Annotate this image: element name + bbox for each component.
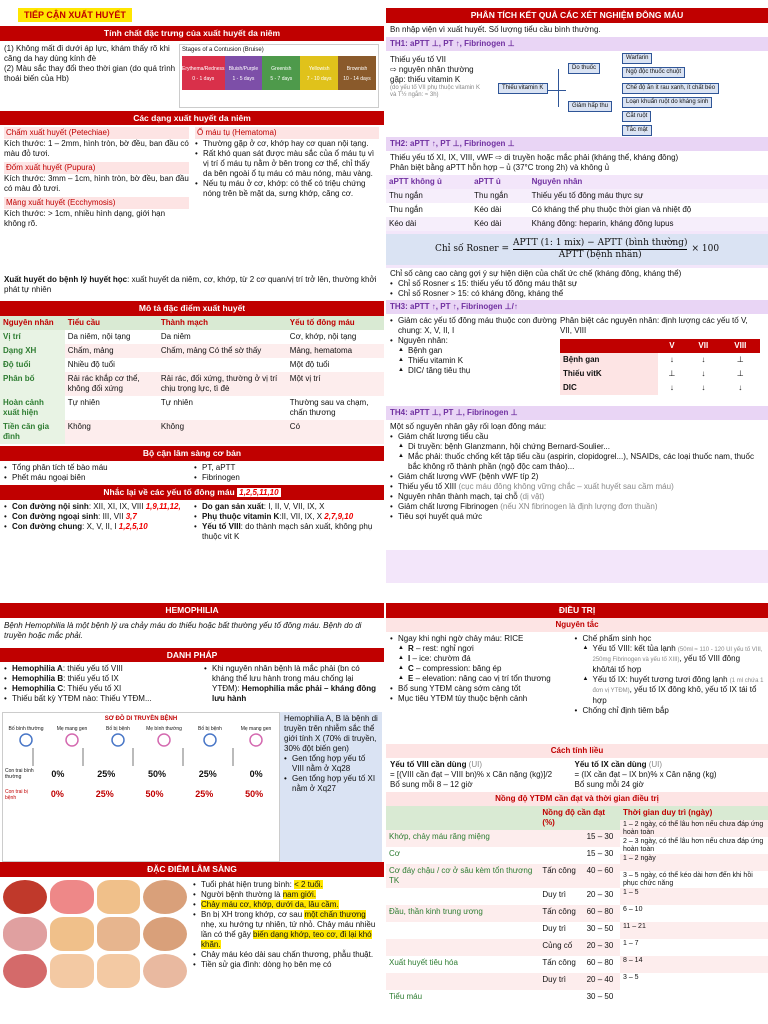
bleed-hematology-note: Xuất huyết do bệnh lý huyết học: xuất huyết da niêm, cơ, khớp, từ 2 cơ quan/vị trí trở lên, thường khởi phát tự nhiên bbox=[4, 275, 377, 295]
table-row: Thiếu vitK ⊥ ↓ ⊥ bbox=[560, 367, 760, 381]
principle-item: • Ngay khi nghi ngờ chảy máu: RICE bbox=[390, 634, 575, 644]
bruise-stages-figure bbox=[179, 44, 379, 108]
brain-illustration bbox=[3, 917, 47, 951]
factor-level-table: V VII VIII Bệnh gan ↓ ↓ ⊥ Thiếu vitK ⊥ ↓ ⊥ DIC ↓ ↓ ↓ bbox=[560, 339, 760, 395]
table-row: Thu ngắn Thu ngắn Thiếu yếu tố đông máu thực sự bbox=[386, 189, 768, 203]
th3-sub: ▲ Bệnh gan bbox=[390, 346, 560, 356]
table-row: Cơ 15 – 30 bbox=[389, 848, 614, 858]
duration-cell: 1 – 2 ngày bbox=[620, 854, 768, 871]
pathway-item: • Con đường ngoại sinh: III, VII 3,7 bbox=[4, 512, 194, 522]
kidney-illustration bbox=[3, 880, 47, 914]
handwritten-note: 1,2,5,11,10 bbox=[239, 487, 279, 497]
inheritance-percent: 0% bbox=[51, 768, 65, 779]
dose-viii: Yếu tố VIII cần dùng (UI) = [(VIII cần đạt – VIII bn)% x Cân nặng (kg)]/2 Bổ sung mỗi 8 – 12 giờ bbox=[390, 759, 553, 789]
lab-item: • Tổng phân tích tế bào máu bbox=[4, 463, 194, 473]
parent-label: Bố bình thường bbox=[8, 725, 44, 732]
text-p1: (1) Không mất đi dưới áp lực, khám thấy rõ khi căng da hay dùng kính đè bbox=[4, 43, 170, 63]
hematoma-item: • Thường gặp ở cơ, khớp hay cơ quan nội tạng. bbox=[195, 139, 379, 149]
table-row: Dạng XH Chấm, mảng Chấm, mảng Có thể sờ thấy Mảng, hematoma bbox=[0, 344, 384, 358]
dose-ix: Yếu tố IX cần dùng (UI) = (IX cần đạt – IX bn)% x Cân nặng (kg) Bổ sung mỗi 24 giờ bbox=[574, 759, 717, 789]
rosner-text: Chỉ số càng cao càng gợi ý sự hiện diện của chất ức chế (kháng đông, kháng thể) bbox=[390, 269, 682, 279]
inheritance-percent: 50% bbox=[245, 789, 264, 800]
table-row: Kéo dài Kéo dài Kháng đông: heparin, kháng đông lupus bbox=[386, 217, 768, 231]
stomach-illustration bbox=[3, 954, 47, 988]
th4-item: • Giảm chất lượng vWF (bệnh vWF típ 2) bbox=[390, 472, 764, 482]
panel-hemophilia bbox=[0, 603, 384, 1024]
type-item: • Hemophilia B: thiếu yếu tố IX bbox=[4, 674, 204, 684]
inheritance-lines bbox=[3, 732, 279, 768]
table-row: Phân bố Rải rác khắp cơ thể, không đối xứng Rải rác, đối xứng, thường ở vị trí chịu trọng lực, tì đè Một vị trí bbox=[0, 372, 384, 396]
table-row: Duy trì 30 – 50 bbox=[542, 923, 614, 933]
th4-item: • Nguyên nhân thành mạch, tại chỗ (dị vật) bbox=[390, 492, 764, 502]
table-row: Tiểu máu 30 – 50 bbox=[389, 991, 614, 1001]
mix-test-table: aPTT không ủ aPTT ủ Nguyên nhân Thu ngắn Thu ngắn Thiếu yếu tố đông máu thực sự Thu ngắn Kéo dài Có kháng thể phụ thuộc thời gian và nhiệt độ Kéo dài Kéo dài Kháng đông: heparin, kháng đông lupus bbox=[386, 175, 768, 231]
duration-cell: 6 – 10 bbox=[623, 905, 643, 913]
vitamin-k-diagram: Thiếu yếu tố VII ⇨ nguyên nhân thường gặp: thiếu vitamin K (do yếu tố VII phụ thuộc vitamin K và T½ ngắn: ≈ 3h) Thiếu vitamin K Do thuốc Giảm hấp thu Warfarin Ngộ độc thuốc chuột Chế độ ăn ít rau xanh, ít chất béo Loạn khuẩn ruột do kháng sinh Cắt ruột Tắc mật bbox=[386, 51, 768, 137]
table-row: Độ tuổi Nhiều độ tuổi Một độ tuổi bbox=[0, 358, 384, 372]
rice-item: ▲ R – rest: nghỉ ngơi bbox=[390, 644, 575, 654]
duration-cell: 3 – 5 ngày, có thể kéo dài hơn đến khi hồi phục chức năng bbox=[623, 871, 753, 888]
rosner-item: • Chỉ số Rosner ≤ 15: thiếu yếu tố đông máu thật sự bbox=[390, 279, 764, 289]
petechiae-heading: Chấm xuất huyết (Petechiae) bbox=[4, 127, 189, 139]
th3-sub: ▲ Thiếu vitamin K bbox=[390, 356, 560, 366]
inheritance-percent: 25% bbox=[195, 789, 214, 800]
factor-item: • Do gan sản xuất: I, II, V, VII, IX, X bbox=[194, 502, 379, 512]
biologic-sub: ▲ Yếu tố VIII: kết tủa lạnh (50ml ≈ 110 - 120 UI yếu tố VIII, 250mg Fibrinogen và yếu tố XIII), yếu tố VIII đông khô/tái tổ hợp bbox=[575, 644, 765, 675]
th2-text: Thiếu yếu tố XI, IX, VIII, vWF ⇨ di truyền hoặc mắc phải (kháng thể, kháng đông) bbox=[390, 152, 679, 162]
th4-item: • Thiếu yếu tố XIII (cục máu đông không vững chắc – xuất huyết sau cầm máu) bbox=[390, 482, 764, 492]
section-dosing: Cách tính liều bbox=[386, 744, 768, 758]
duration-cell: 1 – 5 bbox=[620, 888, 768, 905]
section-title-mucosal: Tính chất đặc trưng của xuất huyết da niêm bbox=[0, 26, 384, 41]
table-row: Bệnh gan ↓ ↓ ⊥ bbox=[560, 353, 760, 367]
clinical-item: • Chảy máu kéo dài sau chấn thương, phẫu thuật. bbox=[193, 950, 377, 960]
th4-sub: ▲ Mắc phải: thuốc chống kết tập tiểu cầu (aspirin, clopidogrel...), NSAIDs, các loại thuốc nam, thuốc bắc không rõ thành phần (ngộ độc cam thảo)... bbox=[390, 452, 764, 472]
panel-approach-bleeding bbox=[0, 8, 384, 583]
panel-treatment bbox=[386, 603, 768, 1024]
acquired-item: • Khi nguyên nhân bệnh là mắc phải (bn có kháng thể lưu hành trong máu chống lại YTĐM): Hemophilia mắc phải – kháng đông lưu hành bbox=[204, 664, 379, 704]
lab-item: • Fibrinogen bbox=[194, 473, 240, 483]
duration-header: Thời gian duy trì (ngày) bbox=[620, 806, 768, 820]
th4-item: • Giảm chất lượng Fibrinogen (nếu XN fibrinogen là định lượng đơn thuần) bbox=[390, 502, 764, 512]
purpura-heading: Đốm xuất huyết (Pupura) bbox=[4, 162, 189, 174]
section-title-factors: Nhắc lại về các yếu tố đông máu 1,2,5,11,10 bbox=[0, 485, 384, 500]
table-row: Thu ngắn Kéo dài Có kháng thể phụ thuộc thời gian và nhiệt độ bbox=[386, 203, 768, 217]
bruise-stage: Bluish/Purple 1 - 5 days bbox=[225, 56, 263, 90]
parent-label: Mẹ mang gen bbox=[56, 725, 88, 732]
case-th2: TH2: aPTT ↑, PT ⊥, Fibrinogen ⊥ bbox=[386, 137, 768, 151]
biologic-sub: ▲ Yếu tố IX: huyết tương tươi đông lạnh (1 ml chứa 1 đơn vị YTĐM), yếu tố IX đông khô, yếu tố IX tái tổ hợp bbox=[575, 675, 765, 706]
table-row: Hoàn cảnh xuất hiện Tự nhiên Tự nhiên Thường sau va chạm, chấn thương bbox=[0, 396, 384, 420]
inheritance-percent: 0% bbox=[249, 768, 263, 779]
knee-illustration bbox=[50, 917, 94, 951]
duration-cell: 1 – 7 bbox=[623, 939, 639, 947]
duration-cell: 1 – 2 ngày, có thể lâu hơn nếu chưa đáp ứng hoàn toàn bbox=[620, 820, 768, 837]
text-p2: (2) Màu sắc thay đổi theo thời gian (do quá trình thoái biến của Hb) bbox=[4, 63, 176, 83]
section-principles: Nguyên tắc bbox=[386, 618, 768, 632]
face-illustration bbox=[143, 880, 187, 914]
clinical-item: • Tiền sử gia đình: dòng họ bên mẹ có bbox=[193, 960, 377, 970]
bruise-stage: Yellowish 7 - 10 days bbox=[300, 56, 338, 90]
th4-item: • Giảm chất lượng tiểu cầu bbox=[390, 432, 764, 442]
clinical-item: • Tuổi phát hiện trung bình: < 2 tuổi. bbox=[193, 880, 377, 890]
case-th3: TH3: aPTT ↑, PT ↑, Fibrinogen ⊥/↑ bbox=[386, 300, 768, 314]
intro-text: Bệnh Hemophilia là một bệnh lý ưa chảy máu do thiếu hoặc bất thường yếu tố đông máu. Bệnh do di truyền hoặc mắc phải. bbox=[4, 620, 362, 640]
bruise-stage: Greenish 5 - 7 days bbox=[262, 56, 300, 90]
bleeding-description-table: Nguyên nhân Tiểu cầu Thành mạch Yếu tố đông máu Vị trí Da niêm, nội tạng Da niêm Cơ, khớp, nội tạng Dạng XH Chấm, mảng Chấm, mảng Có thể sờ thấy Mảng, hematoma Độ tuổi Nhiều độ tuổi Một độ tuổi Phân bố Rải rác khắp cơ thể, không đối xứng Rải rác, đối xứng, thường ở vị trí chịu trọng lực, tì đè Một vị trí Hoàn cảnh xuất hiện Tự nhiên Tự nhiên Thường sau va chạm, chấn thương Tiền căn gia đình Không Không Có bbox=[0, 316, 384, 444]
table-row: Đầu, thần kinh trung ương Tấn công 60 – 80 bbox=[386, 905, 620, 922]
hematoma-heading: Ổ máu tụ (Hematoma) bbox=[195, 127, 379, 139]
th4-text: Một số nguyên nhân gây rối loạn đông máu: bbox=[390, 422, 547, 432]
factor-target-table: Nồng độ cần đạt (%) Khớp, chảy máu răng miệng 15 – 30 Cơ 15 – 30 Cơ đáy chậu / cơ ở sâu kèm tổn thương TK Tấn công 40 – 60 Duy trì 20 – 30 Đầu, thần kinh trung ương Tấn công 60 – 80 Duy trì 30 – 50 Củng cố 20 – 30 Xuất huyết tiêu hóa Tấn công 60 – 80 Duy trì 20 – 40 Tiểu máu 30 – 50 bbox=[386, 806, 620, 1007]
factor-item: • Phụ thuộc vitamin K:II, VII, IX, X 2,7,9,10 bbox=[194, 512, 379, 522]
clinical-item: • Bn bị XH trong khớp, cơ sau một chấn thương nhẹ, xu hướng tự nhiên, tứ nhỏ. Chảy máu nhiều lần có thể gây biến dạng khớp, teo cơ, đi lại khó khăn. bbox=[193, 910, 377, 950]
table-row: Cơ đáy chậu / cơ ở sâu kèm tổn thương TK Tấn công 40 – 60 bbox=[386, 864, 620, 888]
lab-item: • PT, aPTT bbox=[194, 463, 240, 473]
type-item: • Thiếu bất kỳ YTĐM nào: Thiếu YTĐM... bbox=[4, 694, 204, 704]
gum-illustration bbox=[50, 880, 94, 914]
muscle-illustration bbox=[97, 954, 141, 988]
duration-cell: 8 – 14 bbox=[620, 956, 768, 973]
section-title-lab: Bộ cận lâm sàng cơ bản bbox=[0, 446, 384, 461]
panel-heading: ĐIỀU TRỊ bbox=[386, 603, 768, 618]
rosner-item: • Chỉ số Rosner > 15: có kháng đông, kháng thể bbox=[390, 289, 764, 299]
inheritance-percent: 25% bbox=[95, 789, 114, 800]
lab-item: • Phết máu ngoại biên bbox=[4, 473, 194, 483]
th4-sub: ▲ Di truyền: bệnh Glanzmann, hội chứng Bernard-Soulier... bbox=[390, 442, 764, 452]
case-th4: TH4: aPTT ⊥, PT ⊥, Fibrinogen ⊥ bbox=[386, 406, 768, 420]
rice-item: ▲ C – compression: băng ép bbox=[390, 664, 575, 674]
th3-item: • Giảm các yếu tố đông máu thuộc con đường chung: X, V, II, I bbox=[390, 316, 560, 336]
bruise-illustration bbox=[97, 917, 141, 951]
table-row: Khớp, chảy máu răng miệng 15 – 30 bbox=[386, 830, 620, 847]
genetics-text: Hemophilia A, B là bệnh di truyền trên nhiễm sắc thể giới tính X (70% di truyền, 30% đột biến gen) bbox=[284, 714, 378, 754]
duration-cell: 11 – 21 bbox=[620, 922, 768, 939]
panel-heading: HEMOPHILIA bbox=[0, 603, 384, 618]
table-row: Xuất huyết tiêu hóa Tấn công 60 – 80 bbox=[389, 957, 614, 967]
gene-item: • Gen tổng hợp yếu tố XI nằm ở Xq27 bbox=[284, 774, 378, 794]
bruise-title: Stages of a Contusion (Bruise) bbox=[182, 46, 264, 53]
clinical-illustrations bbox=[0, 877, 190, 991]
intro-text: Bn nhập viện vì xuất huyết. Số lượng tiểu cầu bình thường. bbox=[386, 23, 768, 37]
clinical-item: • Chảy máu cơ, khớp, dưới da, lâu cầm. bbox=[193, 900, 377, 910]
principle-item: • Bổ sung YTĐM càng sớm càng tốt bbox=[390, 684, 575, 694]
parent-label: Mẹ bình thường bbox=[146, 725, 182, 732]
ecchymosis-heading: Mảng xuất huyết (Ecchymosis) bbox=[4, 197, 189, 209]
table-row: Vị trí Da niêm, nội tạng Da niêm Cơ, khớp, nội tạng bbox=[0, 330, 384, 344]
panel-coag-analysis bbox=[386, 8, 768, 583]
hematoma-item: • Nếu tụ máu ở cơ, khớp: có thể có triệu chứng nóng trên bề mặt da, sưng khớp, căng cơ. bbox=[195, 179, 379, 199]
panel-heading: TIẾP CẬN XUẤT HUYẾT bbox=[18, 8, 132, 22]
rice-item: ▲ I – ice: chườm đá bbox=[390, 654, 575, 664]
diagram-title: SƠ ĐỒ DI TRUYỀN BỆNH bbox=[104, 716, 178, 723]
joint-illustration bbox=[97, 880, 141, 914]
hematoma-item: • Rất khó quan sát được màu sắc của ổ máu tụ vì vị trí ổ máu tụ nằm ở bên trong cơ thể, chỉ thấy da bên ngoài ổ tụ máu có màu nóng, màu vàng. bbox=[195, 149, 379, 179]
table-row: Duy trì 20 – 40 bbox=[386, 973, 620, 990]
table-row: Duy trì 20 – 30 bbox=[542, 889, 614, 899]
purpura-text: Kích thước: 3mm – 1cm, hình tròn, bờ đều, ban đầu có màu đỏ tươi. bbox=[4, 174, 189, 194]
th4-item: • Tiêu sợi huyết quá mức bbox=[390, 512, 764, 522]
section-title-describe: Mô tả đặc điểm xuất huyết bbox=[0, 301, 384, 316]
biologic-item: • Chống chỉ định tiêm bắp bbox=[575, 706, 765, 716]
th2-text: Phân biệt bằng aPTT hỗn hợp – ủ (37°C trong 2h) và không ủ bbox=[390, 162, 610, 172]
pathway-item: • Con đường nội sinh: XII, XI, IX, VIII 1,9,11,12, bbox=[4, 502, 194, 512]
gene-item: • Gen tổng hợp yếu tố VIII nằm ở Xq28 bbox=[284, 754, 378, 774]
tooth-illustration bbox=[143, 954, 187, 988]
pathway-item: • Con đường chung: X, V, II, I 1,2,5,10 bbox=[4, 522, 194, 532]
inheritance-percent: 50% bbox=[147, 768, 166, 779]
case-th1: TH1: aPTT ⊥, PT ↑, Fibrinogen ⊥ bbox=[386, 37, 768, 51]
duration-cell: 3 – 5 bbox=[623, 973, 639, 981]
petechiae-text: Kích thước: 1 – 2mm, hình tròn, bờ đều, ban đầu có màu đỏ tươi. bbox=[4, 139, 189, 159]
section-title-types: Các dạng xuất huyết da niêm bbox=[0, 111, 384, 126]
duration-cell: 2 – 3 ngày, có thể lâu hơn nếu chưa đáp ứng hoàn toàn bbox=[623, 837, 764, 854]
th3-right-text: Phân biệt các nguyên nhân: định lượng các yếu tố V, VII, VIII bbox=[560, 316, 748, 336]
bruise-stage: Brownish 10 - 14 days bbox=[338, 56, 376, 90]
type-item: • Hemophilia A: thiếu yếu tố VIII bbox=[4, 664, 204, 674]
hematoma-list bbox=[195, 139, 379, 199]
factor-item: • Yếu tố VIII: do thành mạch sản xuất, không phụ thuộc vit K bbox=[194, 522, 379, 542]
table-row: Củng cố 20 – 30 bbox=[386, 939, 620, 956]
inheritance-percent: 25% bbox=[97, 768, 116, 779]
nose-illustration bbox=[143, 917, 187, 951]
parent-label: Mẹ mang gen bbox=[240, 725, 272, 732]
principle-item: • Mục tiêu YTĐM tùy thuộc bệnh cảnh bbox=[390, 694, 575, 704]
vitamin-k-box: Thiếu vitamin K bbox=[498, 83, 548, 95]
bruise-stage: Erythema/Redness 0 - 1 days bbox=[182, 56, 225, 90]
section-title-nomenclature: DANH PHÁP bbox=[0, 648, 384, 663]
section-title-clinical: ĐẶC ĐIỂM LÂM SÀNG bbox=[0, 862, 384, 877]
clinical-item: • Người bệnh thường là nam giới. bbox=[193, 890, 377, 900]
inheritance-percent: 50% bbox=[145, 789, 164, 800]
rosner-formula: Chỉ số Rosner = APTT (1: 1 mix) − APTT (bình thường) APTT (bệnh nhân) × 100 bbox=[386, 234, 768, 266]
parent-label: Bố bị bệnh bbox=[198, 725, 222, 732]
inheritance-diagram: SƠ ĐỒ DI TRUYỀN BỆNH Bố bình thường Mẹ mang gen Bố bị bệnh Mẹ bình thường Bố bị bệnh Mẹ mang gen Con trai bình thường 0% 25% 50% 25% 0% Con trai bị bệnh 0% 25% 50% 25% 50% bbox=[2, 712, 280, 862]
type-item: • Hemophilia C: Thiếu yếu tố XI bbox=[4, 684, 204, 694]
section-levels: Nồng độ YTĐM cần đạt và thời gian điều trị bbox=[386, 792, 768, 806]
panel-heading: PHÂN TÍCH KẾT QUẢ CÁC XÉT NGHIỆM ĐÔNG MÁU bbox=[386, 8, 768, 23]
table-row: Tiền căn gia đình Không Không Có bbox=[0, 420, 384, 444]
th3-sub: ▲ DIC/ tăng tiêu thụ bbox=[390, 366, 560, 376]
inheritance-percent: 0% bbox=[50, 789, 64, 800]
inheritance-percent: 25% bbox=[198, 768, 217, 779]
wound-illustration bbox=[50, 954, 94, 988]
table-row: DIC ↓ ↓ ↓ bbox=[560, 381, 760, 395]
biologic-item: • Chế phẩm sinh học bbox=[575, 634, 765, 644]
parent-label: Bố bị bệnh bbox=[106, 725, 130, 732]
th3-item: • Nguyên nhân: bbox=[390, 336, 560, 346]
rice-item: ▲ E – elevation: nâng cao vị trí tổn thương bbox=[390, 674, 575, 684]
ecchymosis-text: Kích thước: > 1cm, nhiều hình dạng, giới hạn không rõ. bbox=[4, 209, 166, 229]
